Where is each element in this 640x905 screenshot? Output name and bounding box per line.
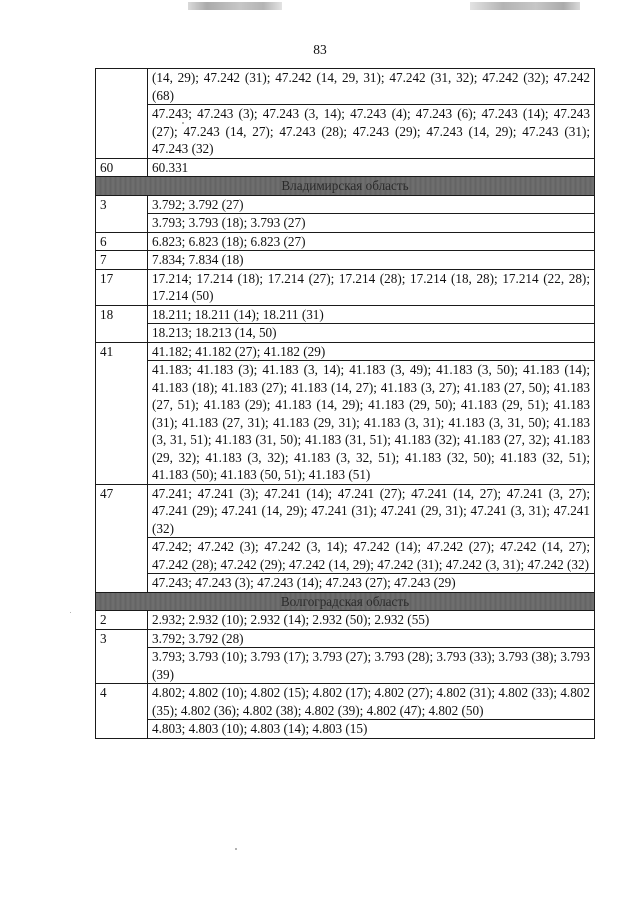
code-cell: 3 <box>96 195 148 232</box>
code-cell: 3 <box>96 629 148 684</box>
values-cell: 4.802; 4.802 (10); 4.802 (15); 4.802 (17); 4.802 (27); 4.802 (31); 4.802 (33); 4.802 (35); 4.802 (36); 4.802 (38); 4.802 (39); 4.802 (47); 4.802 (50) <box>148 684 595 720</box>
values-cell: 18.213; 18.213 (14, 50) <box>148 324 595 343</box>
code-cell: 60 <box>96 158 148 177</box>
values-cell: 18.211; 18.211 (14); 18.211 (31) <box>148 305 595 324</box>
values-cell: 3.793; 3.793 (10); 3.793 (17); 3.793 (27); 3.793 (28); 3.793 (33); 3.793 (38); 3.793 (39) <box>148 648 595 684</box>
region-header <box>96 592 595 611</box>
table-row <box>96 538 595 574</box>
region-header <box>96 177 595 196</box>
values-cell: 3.793; 3.793 (18); 3.793 (27) <box>148 214 595 233</box>
code-cell: 2 <box>96 611 148 630</box>
values-cell: 47.243; 47.243 (3); 47.243 (14); 47.243 (27); 47.243 (29) <box>148 574 595 593</box>
values-cell: 47.241; 47.241 (3); 47.241 (14); 47.241 (27); 47.241 (14, 27); 47.241 (3, 27); 47.241 (29); 47.241 (14, 29); 47.241 (31); 47.241 (29, 31); 47.241 (3, 31); 47.241 (32) <box>148 484 595 538</box>
table-row <box>96 648 595 684</box>
table-row <box>96 232 595 251</box>
scan-artifact-right <box>470 2 580 10</box>
classification-table <box>95 68 595 739</box>
values-cell: 41.182; 41.182 (27); 41.182 (29) <box>148 342 595 361</box>
table-row <box>96 269 595 305</box>
table-row <box>96 105 595 159</box>
table-row <box>96 611 595 630</box>
code-cell: 17 <box>96 269 148 305</box>
table-row <box>96 214 595 233</box>
code-cell: 7 <box>96 251 148 270</box>
table-row <box>96 574 595 593</box>
values-cell: 47.243; 47.243 (3); 47.243 (3, 14); 47.243 (4); 47.243 (6); 47.243 (14); 47.243 (27); 47.243 (14, 27); 47.243 (28); 47.243 (29); 47.243 (14, 29); 47.243 (31); 47.243 (32) <box>148 105 595 159</box>
table-row <box>96 629 595 648</box>
table-row <box>96 484 595 538</box>
table-row <box>96 342 595 361</box>
values-cell: (14, 29); 47.242 (31); 47.242 (14, 29, 31); 47.242 (31, 32); 47.242 (32); 47.242 (68) <box>148 69 595 105</box>
region-title: Волгоградская область <box>96 592 595 611</box>
table-row <box>96 195 595 214</box>
values-cell: 6.823; 6.823 (18); 6.823 (27) <box>148 232 595 251</box>
code-cell: 4 <box>96 684 148 739</box>
table-row <box>96 324 595 343</box>
table-row <box>96 251 595 270</box>
values-cell: 17.214; 17.214 (18); 17.214 (27); 17.214 (28); 17.214 (18, 28); 17.214 (22, 28); 17.214 (50) <box>148 269 595 305</box>
values-cell: 7.834; 7.834 (18) <box>148 251 595 270</box>
code-cell <box>96 69 148 159</box>
values-cell: 2.932; 2.932 (10); 2.932 (14); 2.932 (50); 2.932 (55) <box>148 611 595 630</box>
values-cell: 47.242; 47.242 (3); 47.242 (3, 14); 47.242 (14); 47.242 (27); 47.242 (14, 27); 47.242 (28); 47.242 (29); 47.242 (14, 29); 47.242 (31); 47.242 (3, 31); 47.242 (32) <box>148 538 595 574</box>
scan-speck <box>70 612 71 613</box>
code-cell: 41 <box>96 342 148 484</box>
page-number: 83 <box>313 42 327 57</box>
values-cell: 4.803; 4.803 (10); 4.803 (14); 4.803 (15) <box>148 720 595 739</box>
scan-artifact-left <box>188 2 282 10</box>
code-cell: 6 <box>96 232 148 251</box>
table-row <box>96 720 595 739</box>
table-row <box>96 158 595 177</box>
table-row <box>96 69 595 105</box>
code-cell: 18 <box>96 305 148 342</box>
values-cell: 41.183; 41.183 (3); 41.183 (3, 14); 41.183 (3, 49); 41.183 (3, 50); 41.183 (14); 41.183 (18); 41.183 (27); 41.183 (14, 27); 41.183 (3, 27); 41.183 (27, 50); 41.183 (27, 51); 41.183 (29); 41.183 (14, 29); 41.183 (29, 50); 41.183 (29, 51); 41.183 (31); 41.183 (27, 31); 41.183 (29, 31); 41.183 (3, 31); 41.183 (3, 31, 50); 41.183 (3, 31, 51); 41.183 (31, 50); 41.183 (31, 51); 41.183 (32); 41.183 (27, 32); 41.183 (29, 32); 41.183 (3, 32); 41.183 (3, 32, 51); 41.183 (32, 50); 41.183 (32, 51); 41.183 (50); 41.183 (50, 51); 41.183 (51) <box>148 361 595 485</box>
region-title: Владимирская область <box>96 177 595 196</box>
values-cell: 3.792; 3.792 (27) <box>148 195 595 214</box>
table-row <box>96 684 595 720</box>
values-cell: 60.331 <box>148 158 595 177</box>
table-row <box>96 305 595 324</box>
code-cell: 47 <box>96 484 148 592</box>
scan-speck <box>182 122 184 124</box>
scan-speck <box>235 848 237 850</box>
table-row <box>96 361 595 485</box>
values-cell: 3.792; 3.792 (28) <box>148 629 595 648</box>
